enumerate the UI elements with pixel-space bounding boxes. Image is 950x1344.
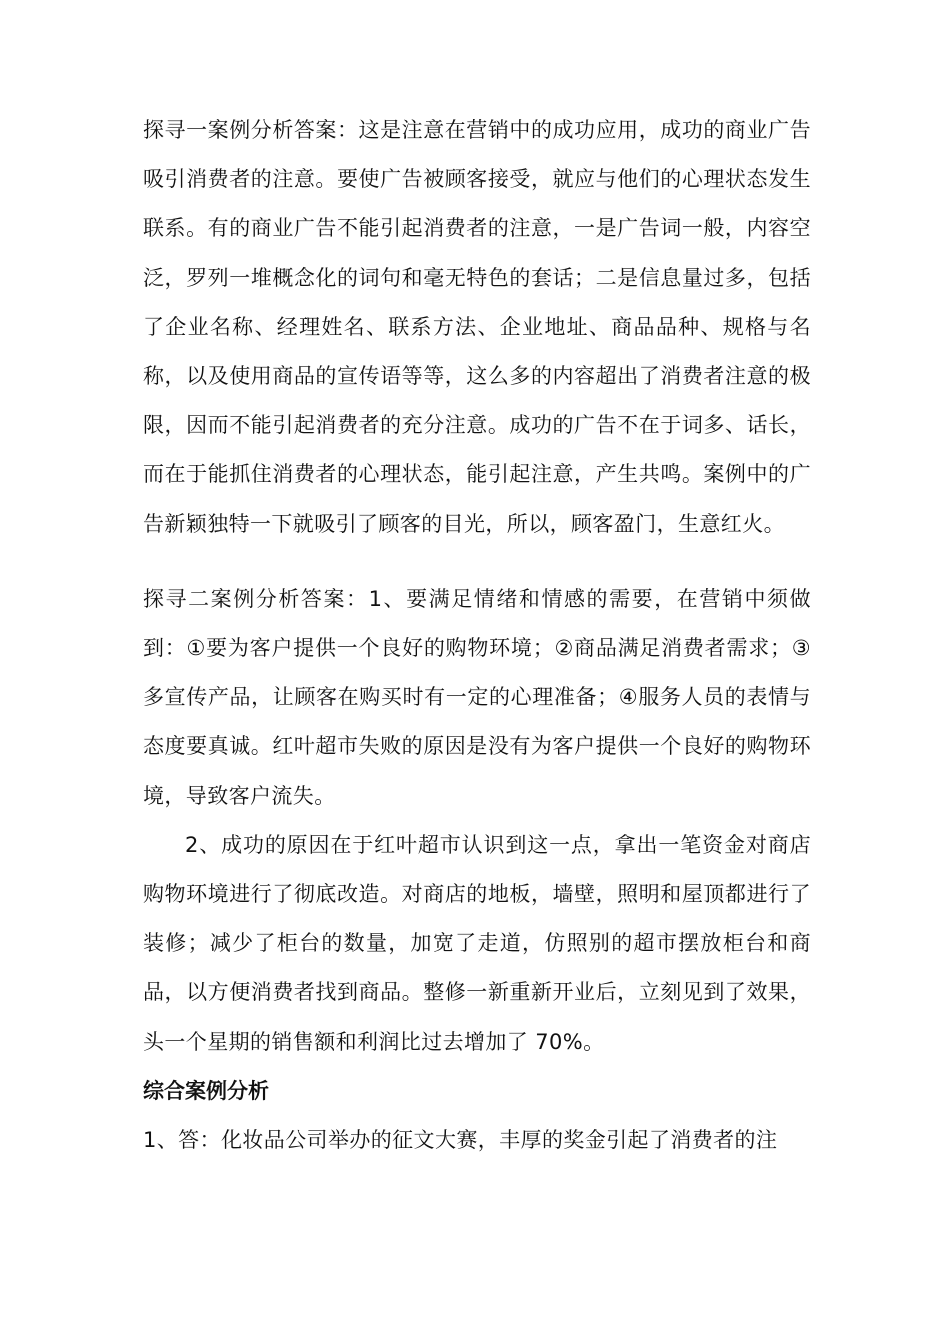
- paragraph-case-two-point-two: 2、成功的原因在于红叶超市认识到这一点，拿出一笔资金对商店购物环境进行了彻底改造。对商店的地板，墙壁，照明和屋顶都进行了装修；减少了柜台的数量，加宽了走道，仿照别的超市摆放柜台和商品，以方便消费者找到商品。整修一新重新开业后，立刻见到了效果，头一个星期的销售额和利润比过去增加了 70%。: [143, 832, 811, 1054]
- paragraph-case-one-answer: 探寻一案例分析答案：这是注意在营销中的成功应用，成功的商业广告吸引消费者的注意。要使广告被顾客接受，就应与他们的心理状态发生联系。有的商业广告不能引起消费者的注意，一是广告词一般，内容空泛，罗列一堆概念化的词句和毫无特色的套话；二是信息量过多，包括了企业名称、经理姓名、联系方法、企业地址、商品品种、规格与名称，以及使用商品的宣传语等等，这么多的内容超出了消费者注意的极限，因而不能引起消费者的充分注意。成功的广告不在于词多、话长，而在于能抓住消费者的心理状态，能引起注意，产生共鸣。案例中的广告新颖独特一下就吸引了顾客的目光，所以，顾客盈门，生意红火。: [143, 118, 811, 536]
- paragraph-comprehensive-answer: 1、答：化妆品公司举办的征文大赛，丰厚的奖金引起了消费者的注: [143, 1128, 778, 1153]
- section-heading: 综合案例分析: [143, 1078, 269, 1103]
- document-page: [143, 106, 811, 1165]
- paragraph-case-two-answer: 探寻二案例分析答案：1、要满足情绪和情感的需要，在营销中须做到：①要为客户提供一个良好的购物环境；②商品满足消费者需求；③多宣传产品，让顾客在购买时有一定的心理准备；④服务人员的表情与态度要真诚。红叶超市失败的原因是没有为客户提供一个良好的购物环境，导致客户流失。: [143, 586, 811, 808]
